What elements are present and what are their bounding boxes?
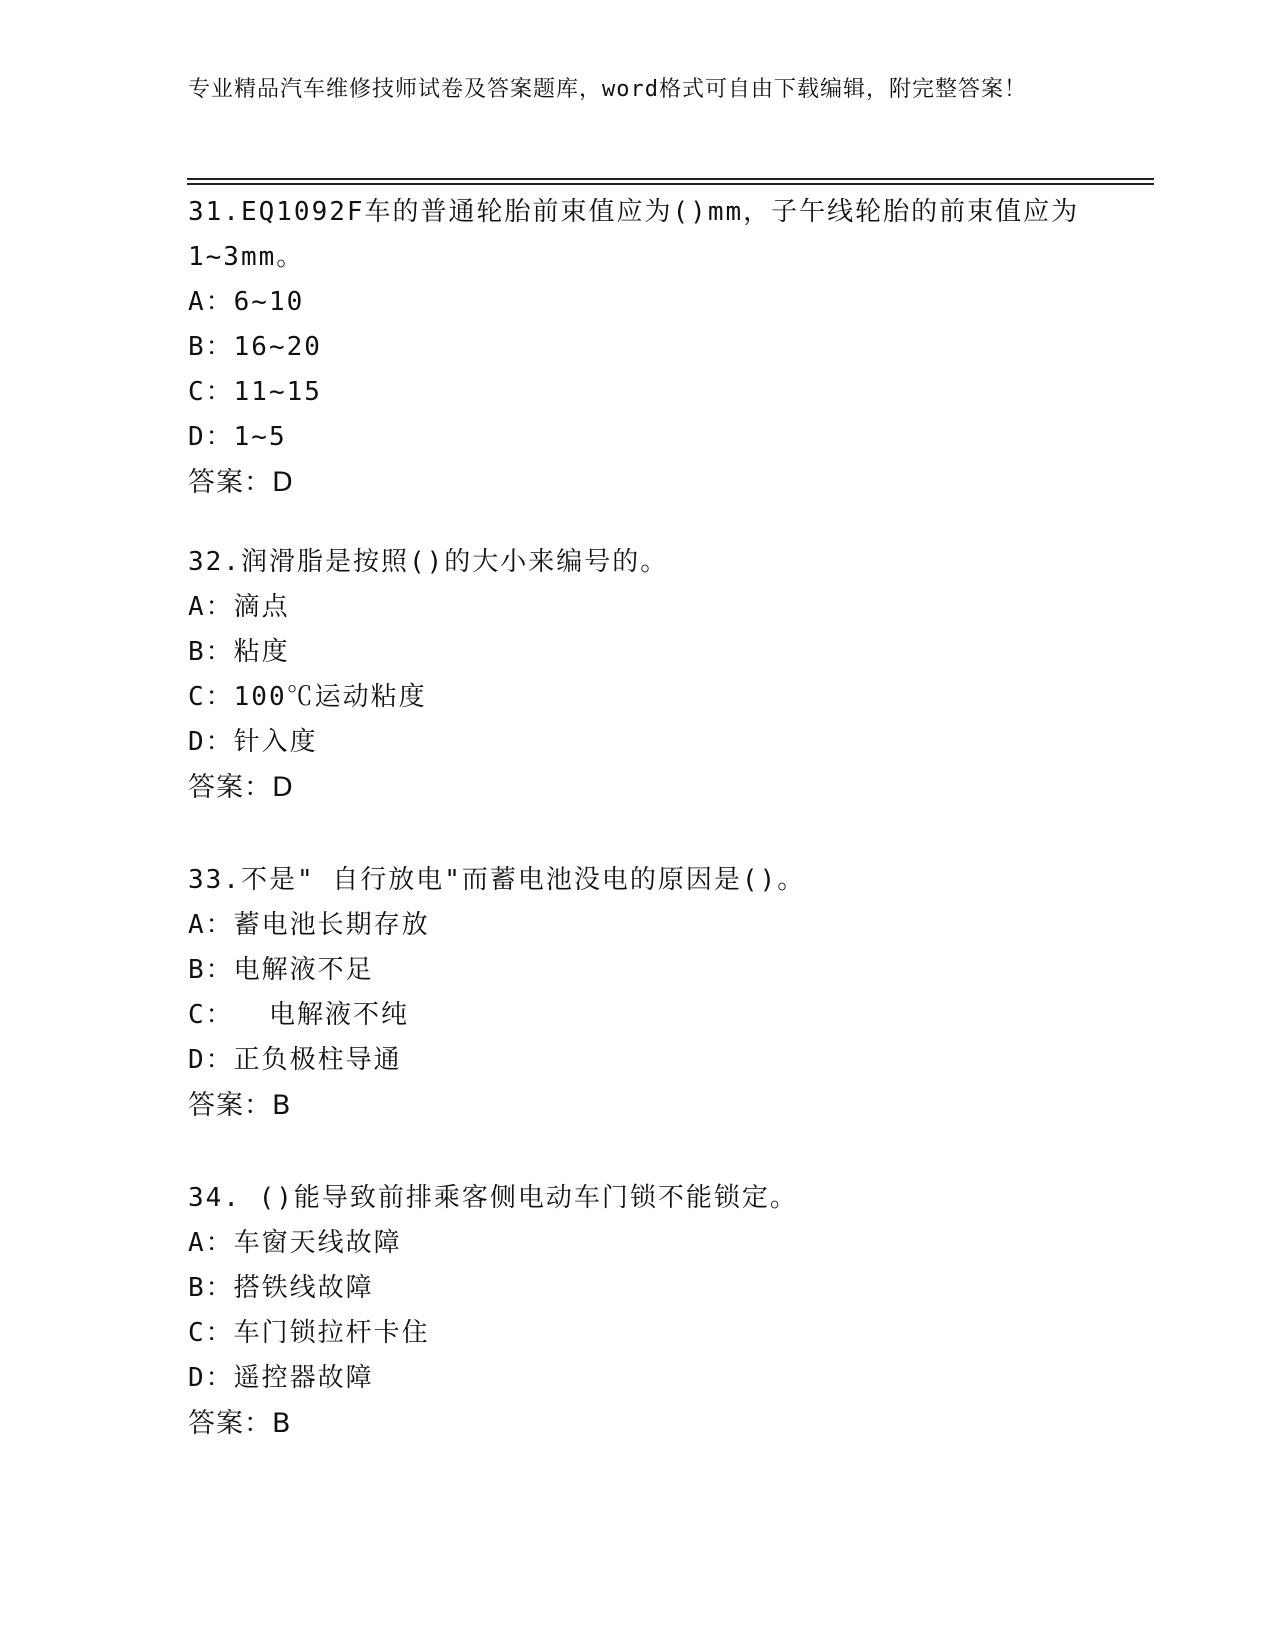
option-a: A：蓄电池长期存放 [188, 910, 430, 940]
option-a: A：滴点 [188, 592, 290, 622]
answer-label: 答案：D [188, 772, 294, 803]
option-d: D：针入度 [188, 727, 318, 757]
question-stem: 34. ()能导致前排乘客侧电动车门锁不能锁定。 [188, 1183, 798, 1213]
option-a: A：6~10 [188, 287, 305, 317]
question-stem: 33.不是" 自行放电"而蓄电池没电的原因是()。 [188, 865, 806, 895]
option-c: C：100℃运动粘度 [188, 682, 427, 712]
option-c: C：11~15 [188, 377, 322, 407]
answer-label: 答案：B [188, 1090, 292, 1121]
document-header: 专业精品汽车维修技师试卷及答案题库，word格式可自由下载编辑，附完整答案！ [188, 77, 1027, 102]
option-b: B：16~20 [188, 332, 322, 362]
option-d: D：正负极柱导通 [188, 1045, 402, 1075]
option-b: B：电解液不足 [188, 955, 374, 985]
answer-label: 答案：B [188, 1408, 292, 1439]
question-31 [188, 190, 1088, 505]
question-stem: 32.润滑脂是按照()的大小来编号的。 [188, 547, 669, 577]
header-divider-top [187, 178, 1154, 180]
option-c: C：车门锁拉杆卡住 [188, 1318, 430, 1348]
option-b: B：粘度 [188, 637, 290, 667]
question-stem: 31.EQ1092F车的普通轮胎前束值应为()mm，子午线轮胎的前束值应为1~3mm。 [188, 197, 1080, 272]
option-c: C： 电解液不纯 [188, 1000, 409, 1030]
option-d: D：遥控器故障 [188, 1363, 374, 1393]
option-d: D：1~5 [188, 422, 287, 452]
option-a: A：车窗天线故障 [188, 1228, 402, 1258]
header-divider-bottom [187, 183, 1154, 185]
question-33 [188, 858, 1088, 1128]
option-b: B：搭铁线故障 [188, 1273, 374, 1303]
question-32 [188, 540, 1088, 810]
question-34 [188, 1176, 1088, 1446]
answer-label: 答案：D [188, 467, 294, 498]
